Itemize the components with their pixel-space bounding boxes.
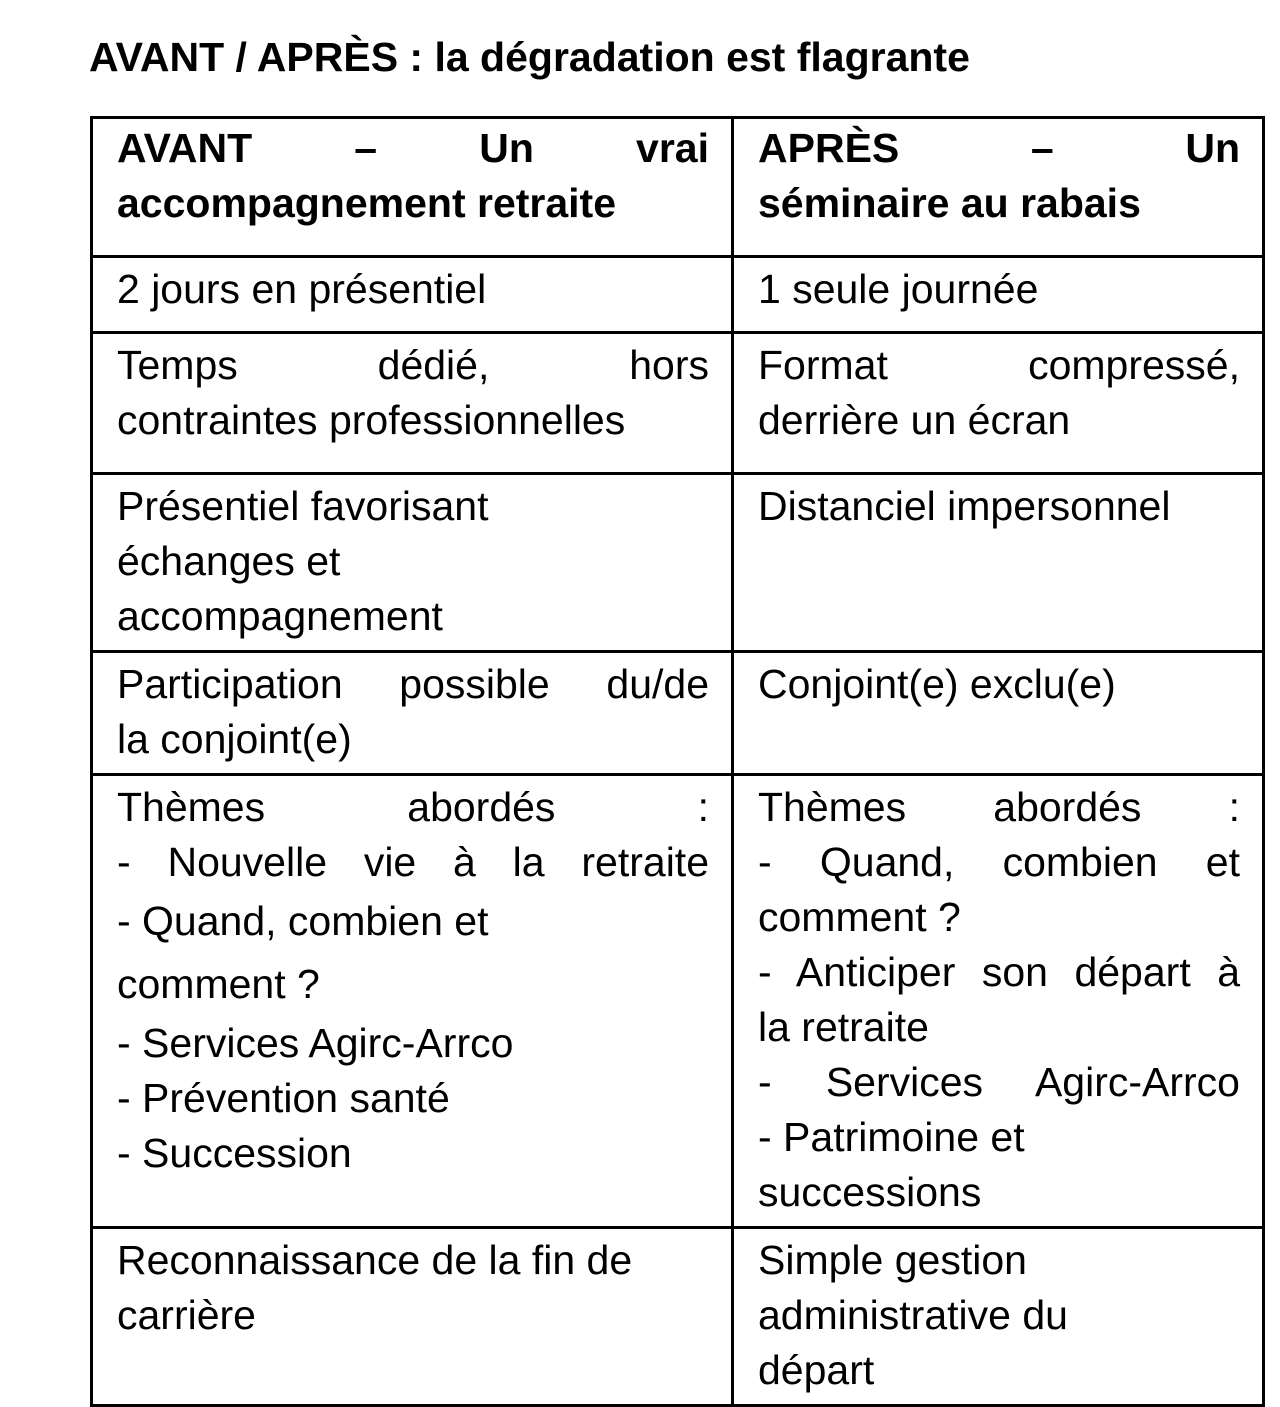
cell-line: la conjoint(e) <box>117 716 352 762</box>
cell-line: Format compressé, <box>758 342 1240 388</box>
header-avant <box>92 118 733 257</box>
cell-line: - Services Agirc-Arrco <box>117 1020 514 1066</box>
header-avant-line: AVANT – Un vrai <box>117 125 709 171</box>
cell-line: administrative du <box>758 1292 1068 1338</box>
cell-line: - Services Agirc-Arrco <box>758 1059 1240 1105</box>
page-title: AVANT / APRÈS : la dégradation est flagrante <box>89 34 970 80</box>
table-header-row <box>92 118 1264 257</box>
cell-avant <box>92 333 733 474</box>
cell-line: - Quand, combien et <box>758 839 1240 885</box>
cell-line: successions <box>758 1169 982 1215</box>
table-row <box>92 257 1264 333</box>
table-row <box>92 775 1264 1228</box>
cell-line: comment ? <box>117 961 320 1007</box>
cell-avant <box>92 474 733 652</box>
cell-apres <box>733 474 1264 652</box>
cell-line: Simple gestion <box>758 1237 1027 1283</box>
cell-avant <box>92 775 733 1228</box>
table-row <box>92 474 1264 652</box>
header-apres-line: séminaire au rabais <box>758 180 1141 226</box>
cell-line: - Succession <box>117 1130 352 1176</box>
header-apres-line: APRÈS – Un <box>758 125 1240 171</box>
cell-line: comment ? <box>758 894 961 940</box>
cell-apres <box>733 775 1264 1228</box>
cell-line: départ <box>758 1347 875 1393</box>
cell-line: accompagnement <box>117 593 443 639</box>
cell-line: derrière un écran <box>758 397 1071 443</box>
cell-line: Participation possible du/de <box>117 661 709 707</box>
cell-line: Temps dédié, hors <box>117 342 709 388</box>
cell-apres <box>733 257 1264 333</box>
cell-avant <box>92 1228 733 1406</box>
table-row <box>92 1228 1264 1406</box>
cell-line: - Prévention santé <box>117 1075 450 1121</box>
cell-apres <box>733 333 1264 474</box>
header-apres <box>733 118 1264 257</box>
cell-line: - Quand, combien et <box>117 898 489 944</box>
cell-line: carrière <box>117 1292 256 1338</box>
cell-line: la retraite <box>758 1004 929 1050</box>
cell-line: échanges et <box>117 538 341 584</box>
cell-apres <box>733 652 1264 775</box>
cell-avant <box>92 652 733 775</box>
table-row <box>92 333 1264 474</box>
cell-avant <box>92 257 733 333</box>
cell-line: - Anticiper son départ à <box>758 949 1240 995</box>
cell-line: 2 jours en présentiel <box>117 266 487 312</box>
cell-line: - Patrimoine et <box>758 1114 1025 1160</box>
comparison-table <box>90 116 1265 1407</box>
cell-line: Thèmes abordés : <box>758 784 1240 830</box>
cell-line: Présentiel favorisant <box>117 483 489 529</box>
cell-apres <box>733 1228 1264 1406</box>
cell-line: Conjoint(e) exclu(e) <box>758 661 1116 707</box>
cell-line: 1 seule journée <box>758 266 1039 312</box>
header-avant-line: accompagnement retraite <box>117 180 617 226</box>
cell-line: Reconnaissance de la fin de <box>117 1237 633 1283</box>
cell-line: Distanciel impersonnel <box>758 483 1171 529</box>
cell-line: contraintes professionnelles <box>117 397 626 443</box>
cell-line: Thèmes abordés : <box>117 784 709 830</box>
cell-line: - Nouvelle vie à la retraite <box>117 839 709 885</box>
table-row <box>92 652 1264 775</box>
